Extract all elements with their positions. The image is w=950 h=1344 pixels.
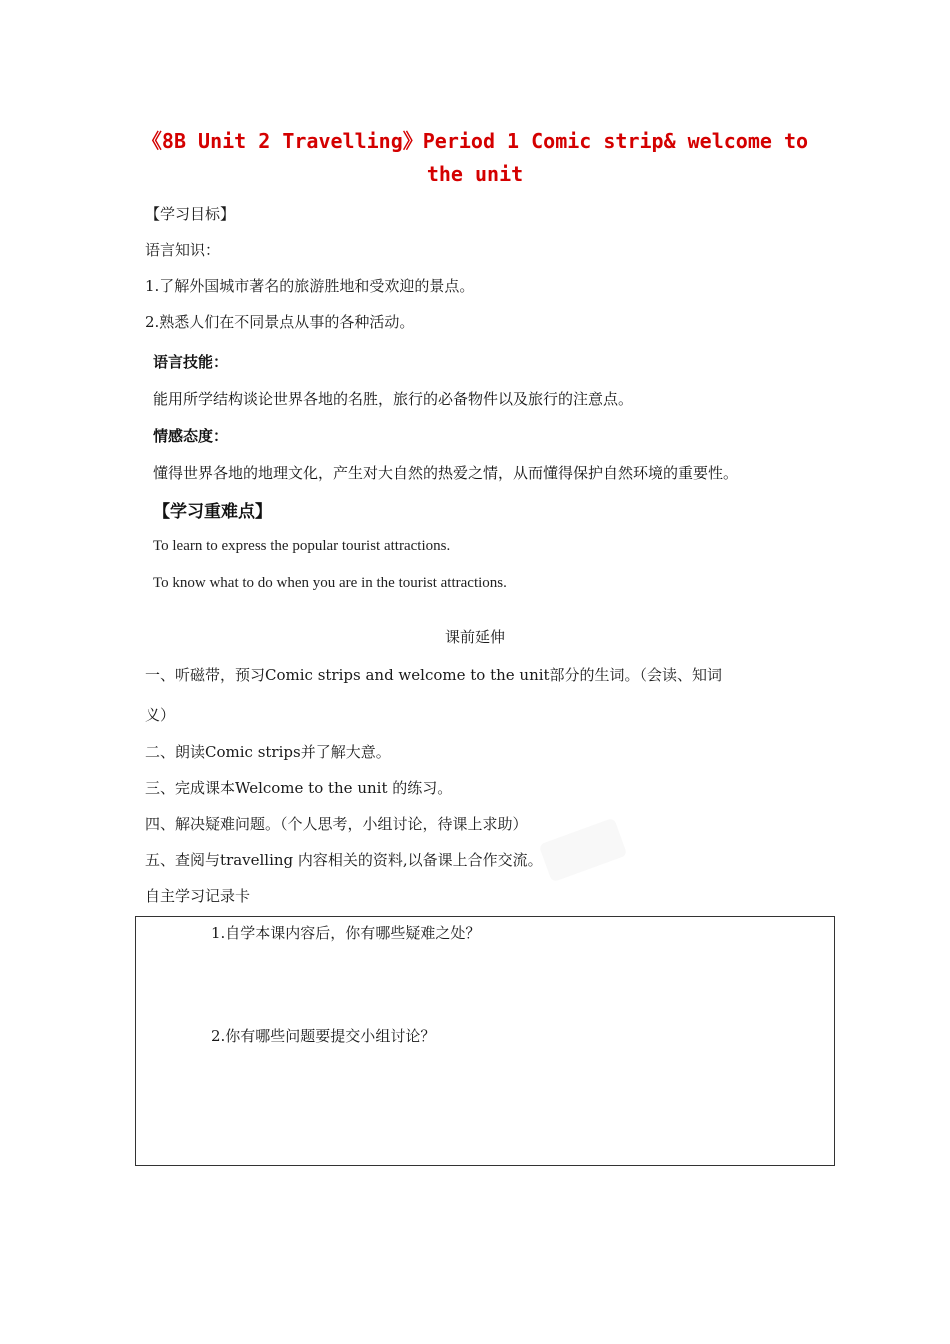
- key-points-heading: 【学习重难点】: [153, 502, 272, 522]
- record-card-label: 自主学习记录卡: [145, 887, 251, 905]
- key-point-item-2: To know what to do when you are in the tourist attractions.: [153, 575, 507, 591]
- preview-item-3: 三、完成课本Welcome to the unit 的练习。: [145, 779, 453, 797]
- preview-item-2: 二、朗读Comic strips并了解大意。: [145, 743, 391, 761]
- objective-item-2: 2.熟悉人们在不同景点从事的各种活动。: [145, 313, 415, 331]
- objectives-heading: 【学习目标】: [145, 205, 236, 223]
- language-knowledge-label: 语言知识：: [145, 241, 221, 259]
- document-title-line2: the unit: [426, 162, 524, 186]
- attitude-text: 懂得世界各地的地理文化，产生对大自然的热爱之情，从而懂得保护自然环境的重要性。: [153, 464, 739, 482]
- watermark-logo: [539, 818, 628, 883]
- record-question-1: 1.自学本课内容后，你有哪些疑难之处？: [211, 924, 481, 942]
- language-skills-text: 能用所学结构谈论世界各地的名胜，旅行的必备物件以及旅行的注意点。: [153, 390, 634, 408]
- preview-item-5: 五、查阅与travelling 内容相关的资料,以备课上合作交流。: [145, 851, 543, 869]
- language-skills-label: 语言技能：: [153, 353, 229, 371]
- attitude-label: 情感态度：: [153, 427, 229, 445]
- record-card-box: [135, 916, 835, 1166]
- preview-heading: 课前延伸: [444, 628, 505, 646]
- preview-item-1: 一、听磁带，预习Comic strips and welcome to the unit部分的生词。（会读、知词: [145, 666, 723, 684]
- embedded-objectives-image: [143, 340, 823, 605]
- key-point-item-1: To learn to express the popular tourist attractions.: [153, 538, 451, 554]
- objective-item-1: 1.了解外国城市著名的旅游胜地和受欢迎的景点。: [145, 277, 475, 295]
- document-title-line1: 《8B Unit 2 Travelling》Period 1 Comic strip& welcome to: [141, 129, 809, 153]
- preview-item-1-cont: 义）: [145, 706, 176, 724]
- record-question-2: 2.你有哪些问题要提交小组讨论？: [211, 1027, 436, 1045]
- preview-item-4: 四、解决疑难问题。（个人思考，小组讨论，待课上求助）: [145, 815, 528, 833]
